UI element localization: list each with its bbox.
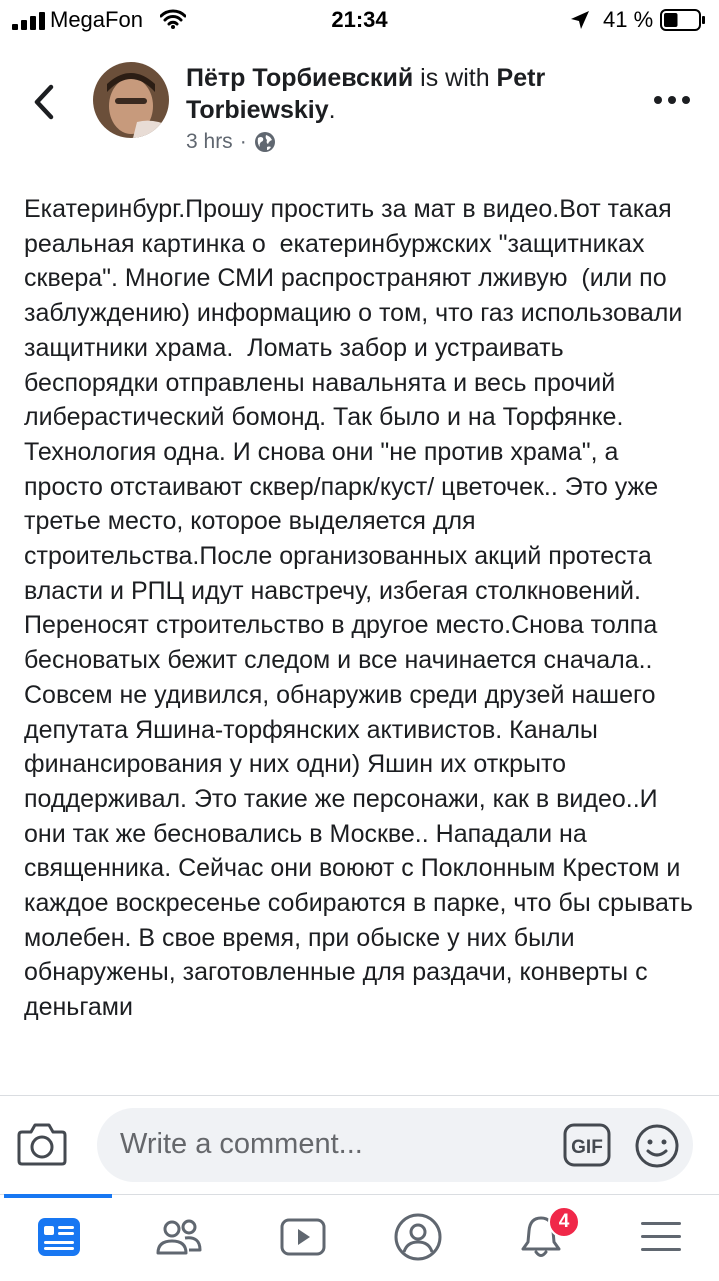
tagged-person[interactable]: Petr Torbiewskiy — [186, 64, 546, 124]
tab-profile[interactable] — [390, 1210, 446, 1264]
battery-percentage: 41 % — [603, 7, 654, 32]
watch-icon — [279, 1217, 327, 1257]
comment-placeholder[interactable]: Write a comment... — [120, 1128, 363, 1160]
back-button[interactable] — [24, 80, 64, 124]
carrier-name: MegaFon — [50, 7, 143, 32]
tab-watch[interactable] — [275, 1210, 331, 1264]
menu-icon — [639, 1217, 683, 1257]
clock: 21:34 — [331, 7, 388, 32]
active-tab-indicator — [4, 1194, 112, 1198]
status-bar — [0, 0, 719, 40]
camera-button[interactable] — [16, 1120, 68, 1168]
avatar-image — [93, 62, 169, 138]
location-arrow-icon — [570, 10, 590, 30]
header-period: . — [328, 96, 336, 124]
chevron-left-icon — [33, 84, 55, 120]
cellular-signal-icon — [12, 12, 48, 30]
notifications-badge: 4 — [548, 1206, 580, 1238]
tab-menu[interactable] — [633, 1210, 689, 1264]
gif-icon — [563, 1123, 611, 1167]
camera-icon — [16, 1120, 68, 1168]
friends-icon — [155, 1217, 203, 1257]
gif-button[interactable] — [563, 1123, 611, 1167]
post-timestamp[interactable]: 3 hrs — [186, 130, 233, 153]
smiley-icon — [634, 1123, 680, 1169]
post-header-text — [186, 62, 626, 126]
post-meta — [186, 130, 276, 154]
battery-icon — [660, 9, 706, 31]
wifi-icon — [160, 9, 186, 29]
profile-icon — [393, 1212, 443, 1262]
tab-news-feed[interactable] — [31, 1210, 87, 1264]
news-feed-icon — [36, 1216, 82, 1258]
with-text: is with — [413, 64, 497, 92]
more-options-button[interactable] — [650, 88, 694, 112]
bottom-tab-bar — [0, 1194, 719, 1281]
globe-icon — [254, 131, 276, 153]
post-body-text: Екатеринбург.Прошу простить за мат в видео.Вот такая реальная картинка о екатеринбуржских "защитниках сквера". Многие СМИ распространяют лживую (или по заблуждению) информацию о том, что газ использовали защитники храма. Ломать забор и устраивать беспорядки отправлены навальнята и весь прочий либерастический бомонд. Так было и на Торфянке. Технология одна. И снова они "не против храма", а просто отстаивают сквер/парк/куст/ цветочек.. Это уже третье место, которое выделяется для строительства.После организованных акций протеста власти и РПЦ идут навстречу, избегая столкновений. Переносят строительство в другое место.Снова толпа бесноватых бежит следом и все начинается сначала.. Совсем не удивился, обнаружив среди друзей нашего депутата Яшина-торфянских активистов. Каналы финансирования у них одни) Яшин их открыто поддерживал. Это такие же персонажи, как в видео..И они так же бесновались в Москве.. Нападали на священника. Сейчас они воюют с Поклонным Крестом и каждое воскресенье собираются в парке, что бы срывать молебен. В свое время, при обыске у них были обнаружены, заготовленные для раздачи, конверты с деньгами — [24, 195, 700, 1022]
tab-friends[interactable] — [151, 1210, 207, 1264]
author-name[interactable]: Пётр Торбиевский — [186, 64, 414, 92]
gif-label: GIF — [571, 1137, 603, 1158]
meta-separator: · — [239, 130, 247, 153]
more-dots-icon — [650, 88, 694, 112]
emoji-button[interactable] — [634, 1123, 680, 1169]
author-avatar[interactable] — [93, 62, 169, 138]
